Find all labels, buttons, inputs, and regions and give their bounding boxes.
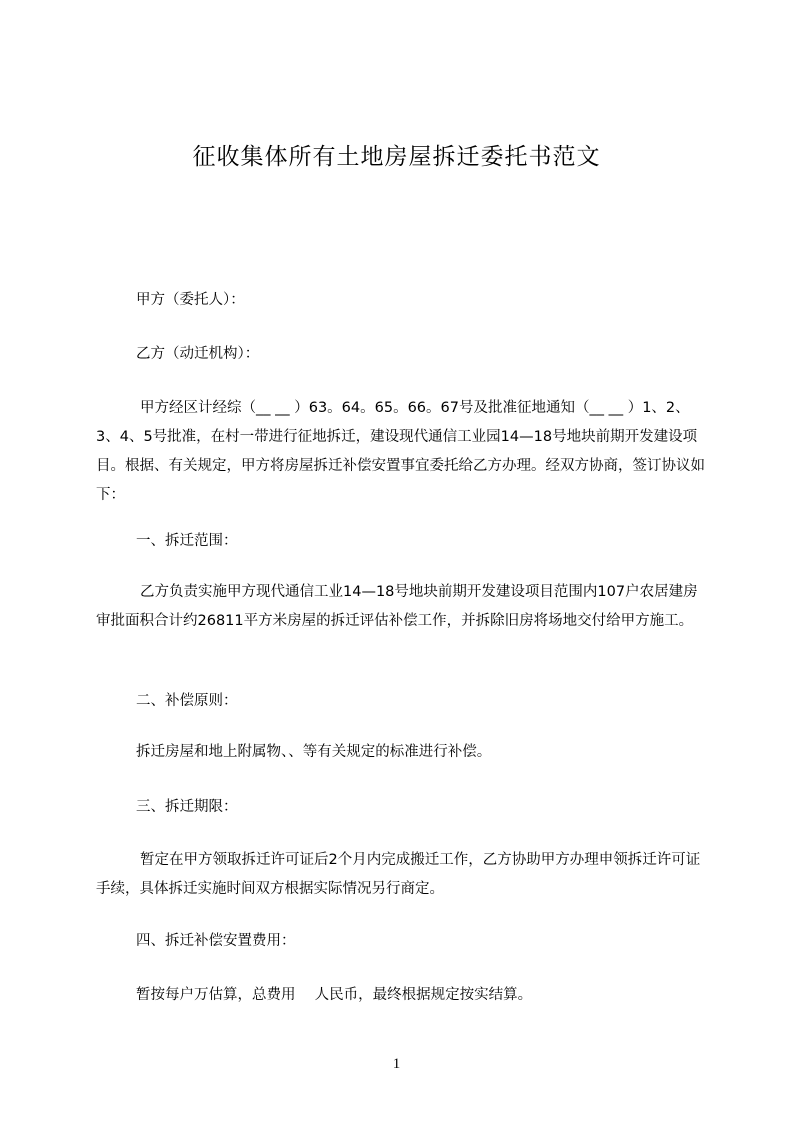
section-4-heading: 四、拆迁补偿安置费用： [136, 933, 296, 949]
party-b-line: 乙方（动迁机构）： [136, 346, 260, 362]
section-1-heading: 一、拆迁范围： [136, 533, 238, 549]
section-3-heading: 三、拆迁期限： [136, 799, 238, 815]
intro-paragraph: 甲方经区计经综（__ __ ）63。64。65。66。67号及批准征地通知（__ __ ）1、2、3、4、5号批准，在村一带进行征地拆迁，建设现代通信工业园14—18号地块前期开发建设项目。根据、有关规定，甲方将房屋拆迁补偿安置事宜委托给乙方办理。经双方协商，签订协议如下： [96, 400, 705, 503]
party-a-line: 甲方（委托人）： [136, 292, 245, 308]
section-2-body: 拆迁房屋和地上附属物、、等有关规定的标准进行补偿。 [136, 744, 492, 760]
section-2-heading: 二、补偿原则： [136, 693, 238, 709]
section-1-body: 乙方负责实施甲方现代通信工业14—18号地块前期开发建设项目范围内107户农居建房审批面积合计约26811平方米房屋的拆迁评估补偿工作，并拆除旧房将场地交付给甲方施工。 [96, 584, 698, 629]
document-title: 征收集体所有土地房屋拆迁委托书范文 [192, 144, 601, 170]
section-4-body: 暂按每户万估算，总费用 人民币，最终根据规定按实结算。 [136, 987, 533, 1003]
page-number: 1 [392, 1056, 401, 1072]
section-3-body: 暂定在甲方领取拆迁许可证后2个月内完成搬迁工作，乙方协助甲方办理申领拆迁许可证手续，具体拆迁实施时间双方根据实际情况另行商定。 [96, 852, 701, 897]
